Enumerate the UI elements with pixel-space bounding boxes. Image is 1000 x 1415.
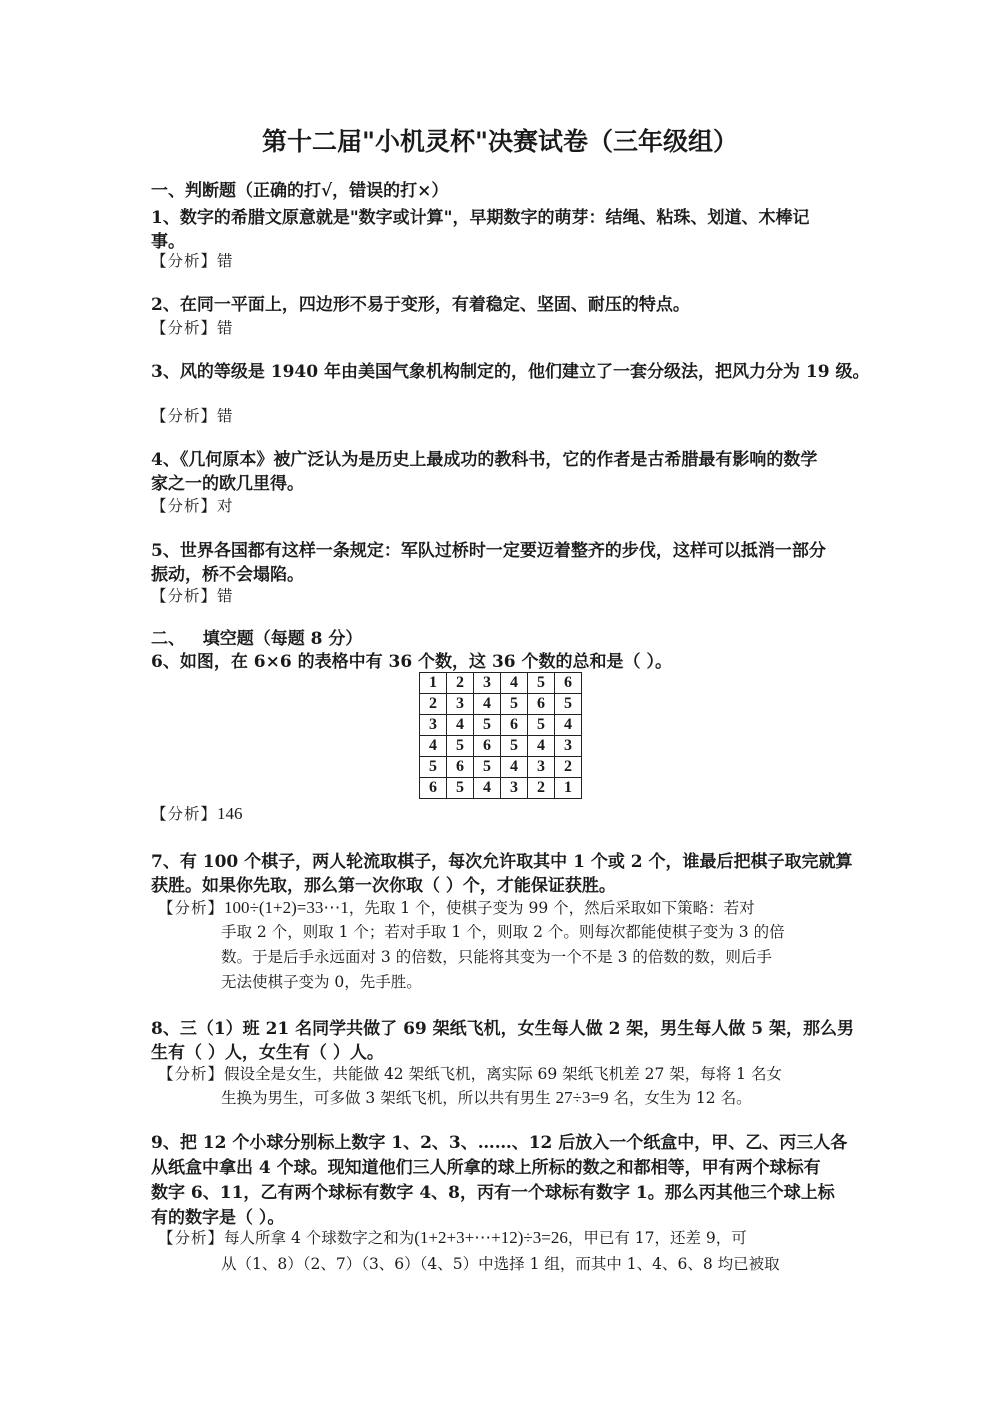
grid-cell: 5 bbox=[528, 715, 555, 736]
section-heading-fill-in: 二、 填空题（每题 8 分） bbox=[151, 629, 363, 649]
grid-cell: 3 bbox=[555, 736, 582, 757]
answer-2 bbox=[151, 316, 233, 340]
question-8-line-2: 生有（ ）人，女生有（ ）人。 bbox=[151, 1043, 384, 1063]
question-9-line-2: 从纸盒中拿出 4 个球。现知道他们三人所拿的球上所标的数之和都相等，甲有两个球标有 bbox=[151, 1158, 821, 1178]
grid-cell: 2 bbox=[528, 778, 555, 799]
grid-cell: 4 bbox=[555, 715, 582, 736]
answer-1 bbox=[151, 249, 233, 273]
question-2-line-1: 2、在同一平面上，四边形不易于变形，有着稳定、坚固、耐压的特点。 bbox=[151, 295, 690, 315]
grid-cell: 6 bbox=[447, 757, 474, 778]
grid-cell: 4 bbox=[447, 715, 474, 736]
answer-value: 错 bbox=[217, 252, 233, 270]
analysis-label: 【分析】 bbox=[151, 319, 218, 337]
grid-cell: 4 bbox=[501, 673, 528, 694]
grid-cell: 3 bbox=[501, 778, 528, 799]
grid-cell: 6 bbox=[420, 778, 447, 799]
question-6-line-1: 6、如图，在 6×6 的表格中有 36 个数，这 36 个数的总和是（ ）。 bbox=[151, 652, 672, 672]
grid-cell: 1 bbox=[420, 673, 447, 694]
answer-9-line-2: 从（1、8）（2、7）（3、6）（4、5）中选择 1 组，而其中 1、4、6、8 均已被取 bbox=[221, 1255, 780, 1273]
grid-cell: 4 bbox=[474, 694, 501, 715]
grid-cell: 4 bbox=[474, 778, 501, 799]
grid-cell: 5 bbox=[474, 757, 501, 778]
grid-cell: 4 bbox=[501, 757, 528, 778]
grid-cell: 3 bbox=[447, 694, 474, 715]
question-8-line-1: 8、三（1）班 21 名同学共做了 69 架纸飞机，女生每人做 2 架，男生每人做 5 架，那么男 bbox=[151, 1019, 854, 1039]
answer-4 bbox=[151, 494, 233, 518]
question-5-line-2: 振动，桥不会塌陷。 bbox=[151, 565, 304, 585]
analysis-label: 【分析】 bbox=[151, 497, 218, 515]
analysis-label: 【分析】 bbox=[151, 252, 218, 270]
analysis-label: 【分析】 bbox=[158, 1229, 225, 1247]
analysis-label: 【分析】 bbox=[151, 587, 218, 605]
question-9-line-1: 9、把 12 个小球分别标上数字 1、2、3、……、12 后放入一个纸盒中，甲、乙、丙三人各 bbox=[151, 1133, 848, 1153]
answer-3 bbox=[151, 404, 233, 428]
grid-cell: 5 bbox=[420, 757, 447, 778]
grid-cell: 2 bbox=[555, 757, 582, 778]
answer-7-text-1: ，先取 1 个，使棋子变为 99 个，然后采取如下策略：若对 bbox=[348, 899, 755, 917]
question-3-line-1: 3、风的等级是 1940 年由美国气象机构制定的，他们建立了一套分级法，把风力分为 19 级。 bbox=[151, 362, 870, 382]
grid-cell: 6 bbox=[474, 736, 501, 757]
grid-cell: 5 bbox=[447, 736, 474, 757]
grid-row bbox=[420, 757, 582, 778]
answer-8-text-2a: 生换为男生，可多做 3 架纸飞机，所以共有男生 bbox=[221, 1089, 556, 1107]
grid-cell: 5 bbox=[447, 778, 474, 799]
answer-9-text-1b: ，甲已有 17，还差 9，可 bbox=[567, 1229, 747, 1247]
answer-7-line-1 bbox=[158, 896, 755, 920]
grid-cell: 6 bbox=[501, 715, 528, 736]
answer-9-formula: (1+2+3+⋯+12)÷3=26 bbox=[414, 1228, 568, 1247]
grid-row bbox=[420, 736, 582, 757]
analysis-label: 【分析】 bbox=[151, 805, 218, 823]
grid-row bbox=[420, 778, 582, 799]
question-7-line-2: 获胜。如果你先取，那么第一次你取（ ）个，才能保证获胜。 bbox=[151, 876, 616, 896]
answer-value: 146 bbox=[217, 804, 243, 823]
answer-9-text-1a: 每人所拿 4 个球数字之和为 bbox=[224, 1229, 415, 1247]
answer-5 bbox=[151, 584, 233, 608]
question-5-line-1: 5、世界各国都有这样一条规定：军队过桥时一定要迈着整齐的步伐，这样可以抵消一部分 bbox=[151, 541, 826, 561]
answer-8-text-1: 假设全是女生，共能做 42 架纸飞机，离实际 69 架纸飞机差 27 架，每将 1 名女 bbox=[224, 1065, 782, 1083]
answer-8-formula: 27÷3=9 bbox=[555, 1088, 609, 1107]
grid-cell: 5 bbox=[528, 673, 555, 694]
answer-7-line-2: 手取 2 个，则取 1 个；若对手取 1 个，则取 2 个。则每次都能使棋子变为 3 的倍 bbox=[221, 923, 785, 941]
question-1-line-1: 1、数字的希腊文原意就是"数字或计算"，早期数字的萌芽：结绳、粘珠、划道、木棒记 bbox=[151, 208, 810, 228]
grid-cell: 5 bbox=[555, 694, 582, 715]
grid-cell: 5 bbox=[501, 736, 528, 757]
answer-6 bbox=[151, 802, 243, 826]
question-4-line-2: 家之一的欧几里得。 bbox=[151, 474, 304, 494]
page-title: 第十二届"小机灵杯"决赛试卷（三年级组） bbox=[261, 127, 739, 156]
grid-cell: 3 bbox=[420, 715, 447, 736]
question-4-line-1: 4、《几何原本》被广泛认为是历史上最成功的教科书，它的作者是古希腊最有影响的数学 bbox=[151, 450, 818, 470]
grid-cell: 2 bbox=[447, 673, 474, 694]
grid-cell: 2 bbox=[420, 694, 447, 715]
answer-8-text-2b: 名，女生为 12 名。 bbox=[608, 1089, 752, 1107]
analysis-label: 【分析】 bbox=[158, 1065, 225, 1083]
answer-8-line-2 bbox=[221, 1086, 752, 1110]
grid-cell: 5 bbox=[474, 715, 501, 736]
grid-cell: 3 bbox=[474, 673, 501, 694]
answer-7-line-4: 无法使棋子变为 0，先手胜。 bbox=[221, 973, 422, 991]
grid-row bbox=[420, 694, 582, 715]
grid-cell: 4 bbox=[420, 736, 447, 757]
grid-cell: 1 bbox=[555, 778, 582, 799]
grid-cell: 6 bbox=[555, 673, 582, 694]
question-1-line-2: 事。 bbox=[151, 232, 185, 252]
question-9-line-4: 有的数字是（ ）。 bbox=[151, 1208, 285, 1228]
answer-8-line-1 bbox=[158, 1062, 782, 1086]
question-7-line-1: 7、有 100 个棋子，两人轮流取棋子，每次允许取其中 1 个或 2 个，谁最后把棋子取完就算 bbox=[151, 852, 853, 872]
grid-cell: 5 bbox=[501, 694, 528, 715]
number-grid-6x6 bbox=[419, 672, 582, 799]
analysis-label: 【分析】 bbox=[158, 899, 225, 917]
grid-cell: 3 bbox=[528, 757, 555, 778]
question-9-line-3: 数字 6、11，乙有两个球标有数字 4、8，丙有一个球标有数字 1。那么丙其他三个球上标 bbox=[151, 1183, 835, 1203]
answer-value: 错 bbox=[217, 319, 233, 337]
grid-row bbox=[420, 715, 582, 736]
answer-7-formula: 100÷(1+2)=33⋯1 bbox=[224, 898, 349, 917]
answer-9-line-1 bbox=[158, 1226, 747, 1250]
grid-cell: 6 bbox=[528, 694, 555, 715]
answer-value: 错 bbox=[217, 587, 233, 605]
grid-row bbox=[420, 673, 582, 694]
grid-cell: 4 bbox=[528, 736, 555, 757]
section-heading-judgement: 一、判断题（正确的打√，错误的打×） bbox=[151, 181, 449, 201]
analysis-label: 【分析】 bbox=[151, 407, 218, 425]
answer-7-line-3: 数。于是后手永远面对 3 的倍数，只能将其变为一个不是 3 的倍数的数，则后手 bbox=[221, 948, 772, 966]
answer-value: 错 bbox=[217, 407, 233, 425]
answer-value: 对 bbox=[217, 497, 233, 515]
